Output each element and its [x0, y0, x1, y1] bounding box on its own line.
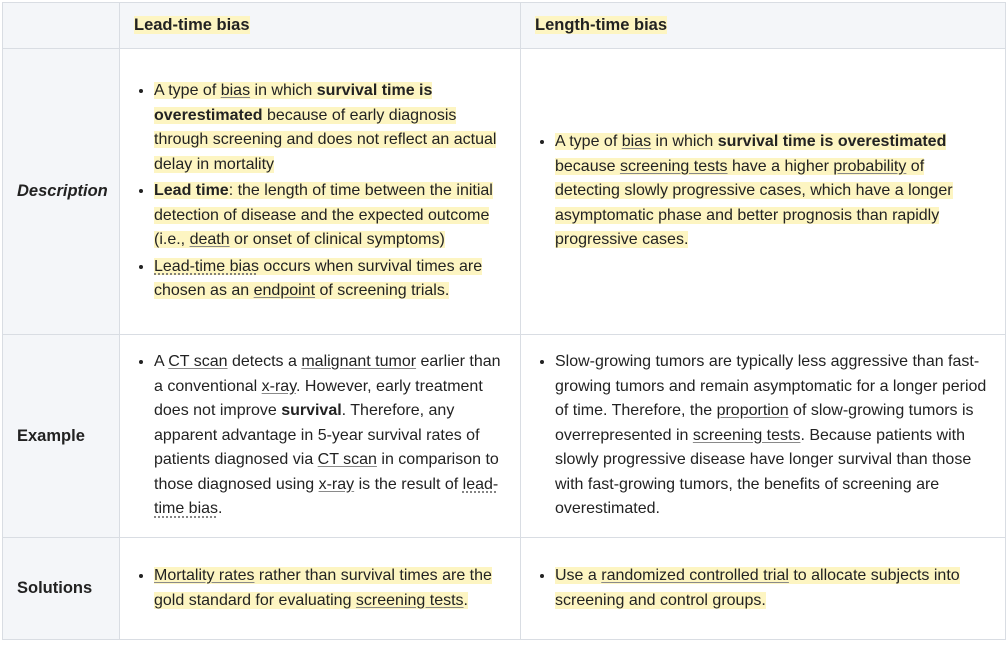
text: of screening trials.	[315, 282, 450, 300]
list-item	[154, 79, 508, 177]
link-x-ray[interactable]: x-ray	[318, 475, 355, 493]
bold-text: survival time is overestimated	[154, 82, 433, 124]
list-item	[555, 350, 993, 522]
text: . Because patients with slowly progressive disease have longer survival than those with fast-growing tumors, the benefits of screening are overestimated.	[555, 426, 972, 518]
link-death[interactable]: death	[189, 231, 230, 249]
text: of slow-growing tumors is overrepresented in	[555, 402, 974, 444]
description-lead-list	[134, 79, 508, 304]
list-item	[154, 350, 508, 522]
link-screening-tests[interactable]: screening tests	[692, 426, 801, 444]
link-mortality-rates[interactable]: Mortality rates	[154, 567, 255, 584]
link-proportion[interactable]: proportion	[716, 402, 789, 420]
header-lead-time-label: Lead-time bias	[134, 16, 250, 34]
example-lead-cell	[120, 335, 521, 538]
bold-text: survival time is overestimated	[717, 133, 947, 151]
row-label-description: Description	[3, 49, 120, 335]
comparison-table	[2, 2, 1006, 640]
text: to allocate subjects into screening and control groups.	[555, 567, 960, 609]
link-probability[interactable]: probability	[833, 157, 907, 175]
link-screening-tests[interactable]: screening tests	[619, 157, 728, 175]
text: . However, early treatment does not improve	[154, 377, 483, 420]
header-blank-cell	[3, 3, 120, 49]
solutions-lead-list	[134, 564, 508, 613]
description-row	[3, 49, 1006, 335]
header-lead-time-bias	[120, 3, 521, 49]
text: . Therefore, any apparent advantage in 5-year survival rates of patients diagnosed via	[154, 402, 480, 469]
text: Use a	[555, 567, 602, 584]
link-ct-scan[interactable]: CT scan	[168, 353, 228, 371]
description-lead-cell	[120, 49, 521, 335]
example-length-list	[535, 350, 993, 522]
solutions-lead-cell	[120, 538, 521, 640]
link-randomized-controlled-trial[interactable]: randomized controlled trial	[601, 567, 789, 584]
example-lead-list	[134, 350, 508, 522]
link-lead-time-bias[interactable]: Lead-time bias	[154, 257, 259, 275]
list-item	[154, 564, 508, 613]
link-ct-scan[interactable]: CT scan	[317, 451, 377, 469]
text: .	[463, 591, 468, 609]
text: detects a	[227, 353, 302, 371]
text: or onset of clinical symptoms)	[229, 231, 445, 249]
text: A type of	[555, 133, 622, 151]
link-lead-time-bias[interactable]: lead-time bias	[154, 475, 499, 518]
row-label-solutions: Solutions	[3, 538, 120, 640]
description-length-list	[535, 130, 993, 253]
description-length-cell	[521, 49, 1006, 335]
list-item	[154, 255, 508, 304]
text: because	[555, 157, 620, 175]
link-endpoint[interactable]: endpoint	[253, 282, 316, 300]
link-bias[interactable]: bias	[621, 133, 652, 151]
example-length-cell	[521, 335, 1006, 538]
text: A type of	[154, 82, 221, 100]
text: Slow-growing tumors are typically less aggressive than fast-growing tumors and remain asymptomatic for a longer period of time. Therefore, the	[555, 353, 987, 420]
text: of detecting slowly progressive cases, which have a longer asymptomatic phase and better prognosis than rapidly progressive cases.	[555, 157, 953, 249]
link-x-ray[interactable]: x-ray	[261, 377, 297, 395]
list-item	[555, 130, 993, 253]
text: in which	[250, 82, 317, 100]
link-screening-tests[interactable]: screening tests	[355, 591, 464, 609]
solutions-length-list	[535, 564, 993, 613]
text: .	[218, 500, 223, 518]
text: rather than survival times are the gold standard for evaluating	[154, 567, 492, 609]
text: is the result of	[354, 475, 463, 493]
example-row	[3, 335, 1006, 538]
text: in which	[651, 133, 718, 151]
text: have a higher	[727, 157, 834, 175]
bold-text: survival	[281, 402, 342, 420]
text: because of early diagnosis through screening and does not reflect an actual delay in mortality	[154, 106, 497, 173]
list-item	[555, 564, 993, 613]
text: earlier than a conventional	[154, 353, 501, 395]
text: occurs when survival times are chosen as an	[154, 257, 483, 300]
row-label-example: Example	[3, 335, 120, 538]
bold-text: Lead time	[154, 182, 229, 200]
header-length-time-bias	[521, 3, 1006, 49]
header-row	[3, 3, 1006, 49]
header-length-time-label: Length-time bias	[535, 16, 668, 34]
list-item	[154, 179, 508, 253]
link-malignant-tumor[interactable]: malignant tumor	[301, 353, 417, 371]
text: A	[154, 353, 169, 371]
solutions-length-cell	[521, 538, 1006, 640]
text: in comparison to those diagnosed using	[154, 451, 499, 493]
text: : the length of time between the initial detection of disease and the expected outcome (i.e.,	[154, 182, 493, 249]
link-bias[interactable]: bias	[220, 82, 251, 100]
solutions-row	[3, 538, 1006, 640]
